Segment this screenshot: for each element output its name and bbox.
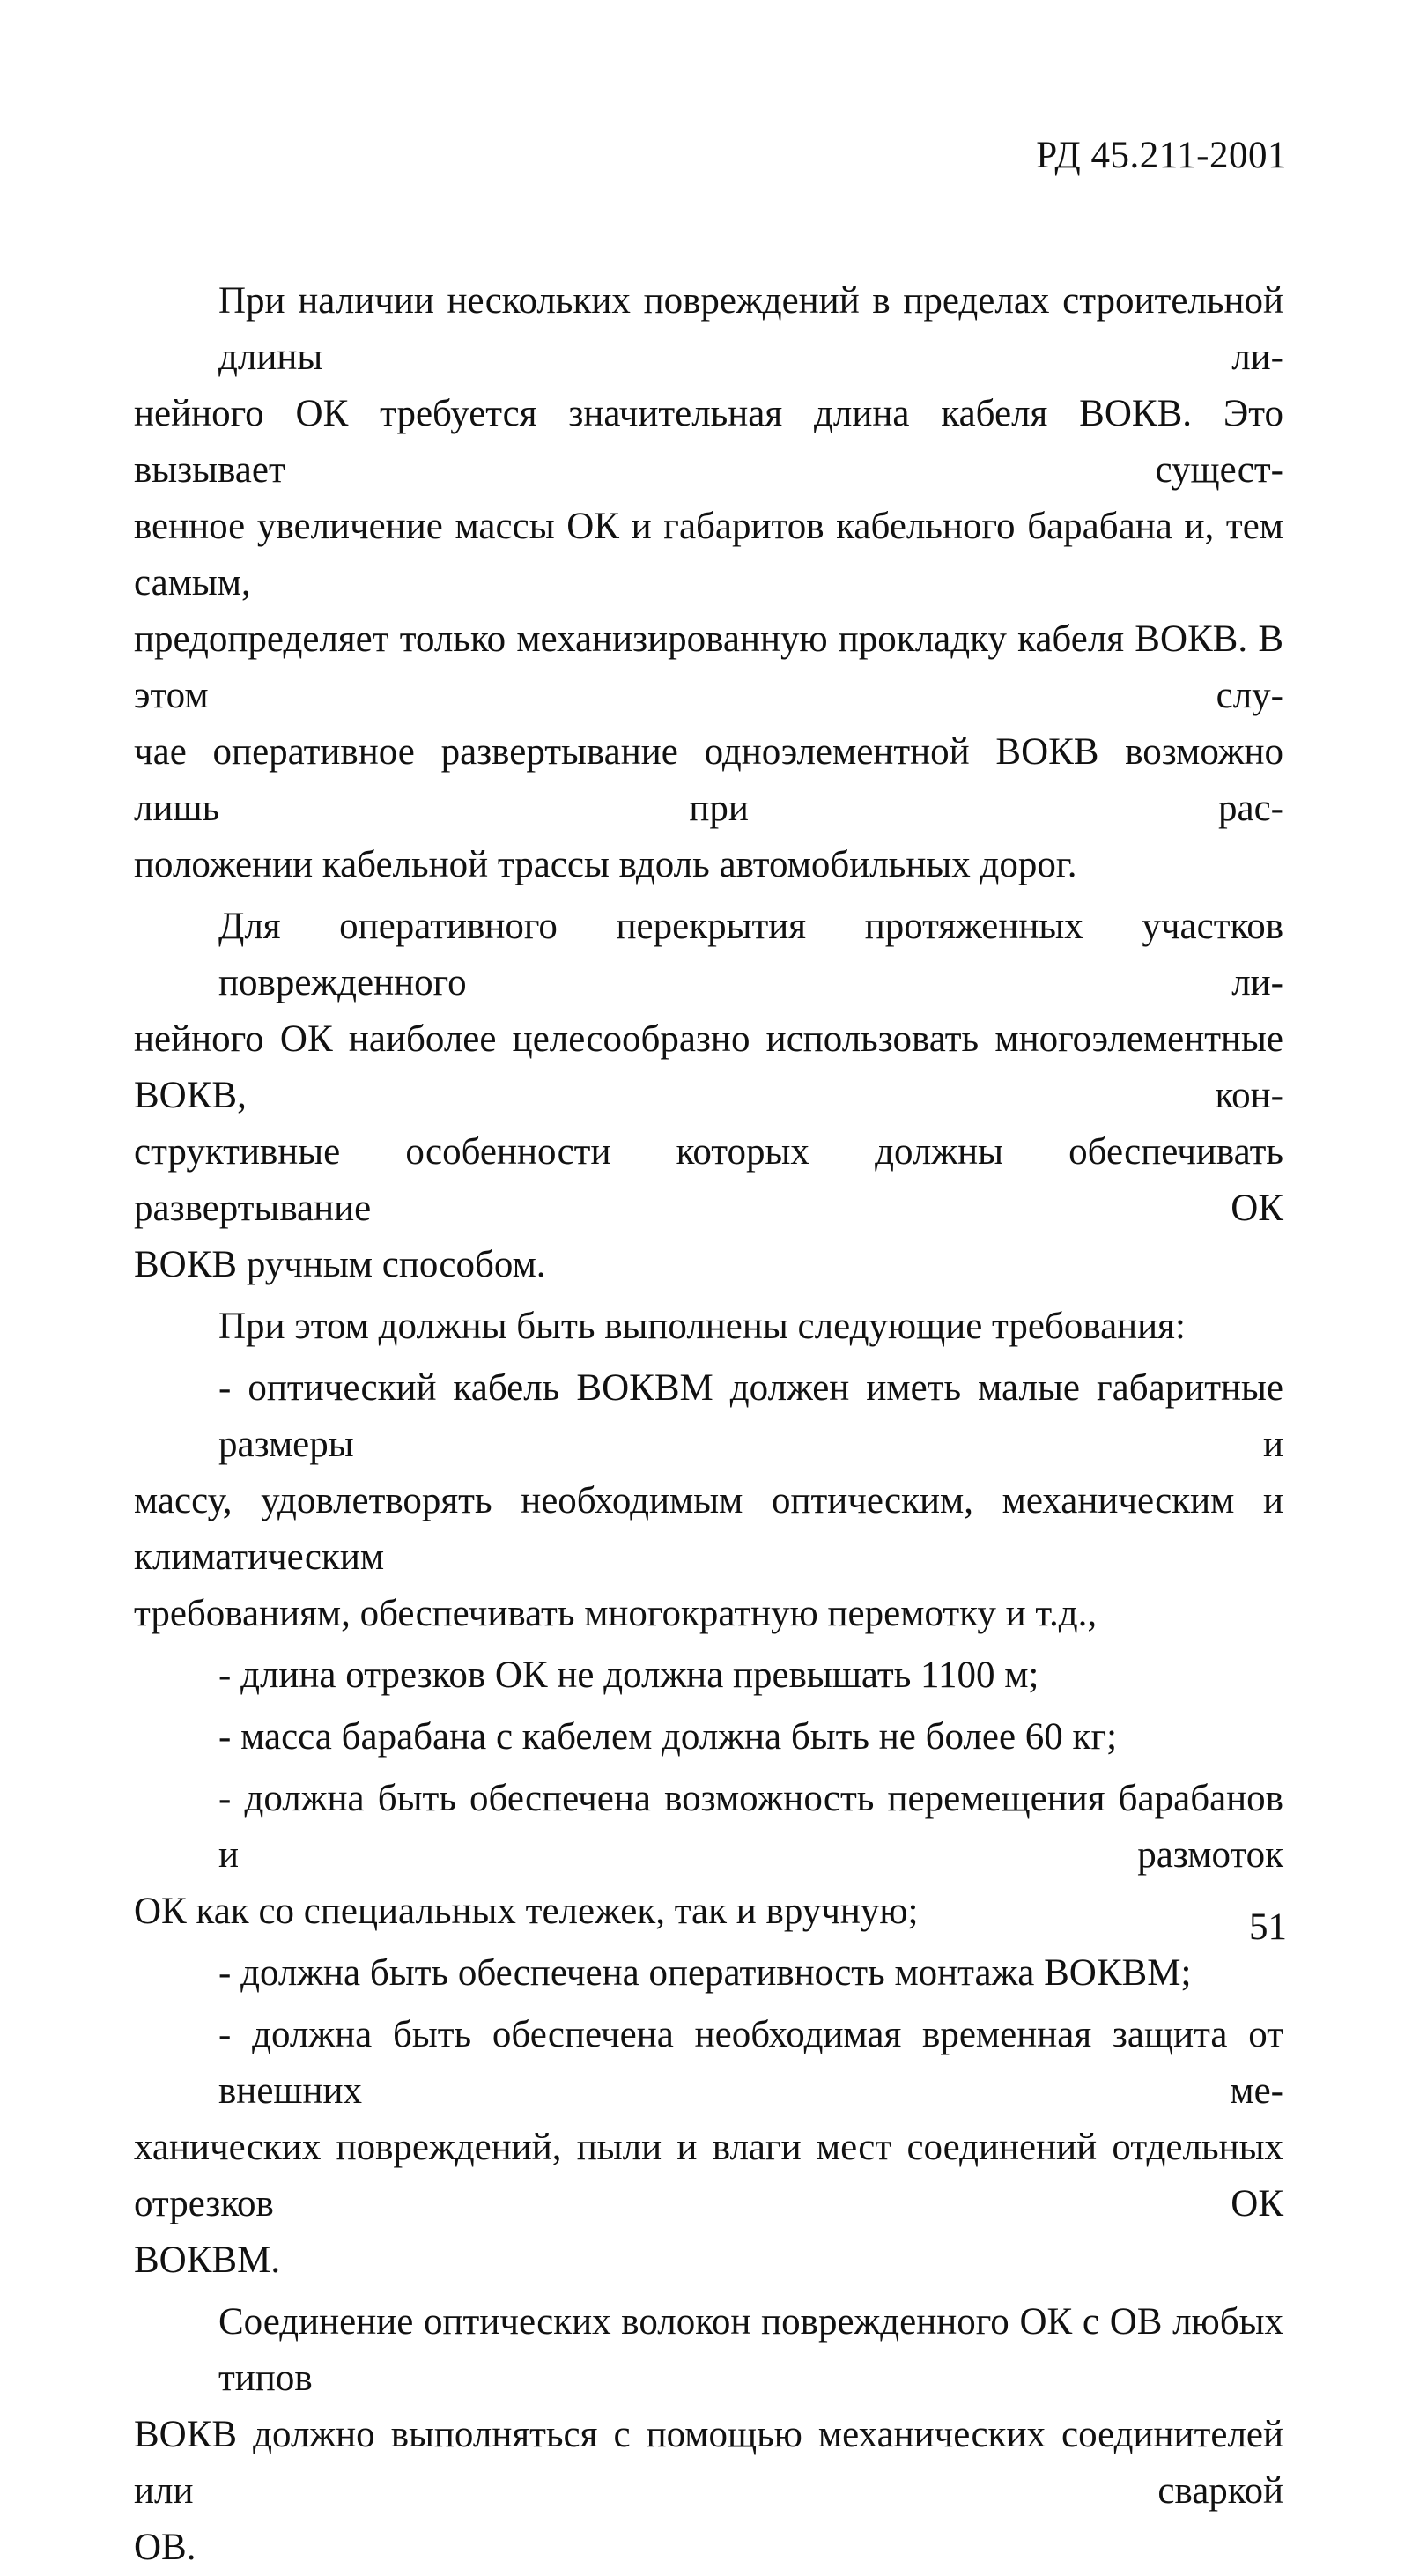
list-item [134,2007,1283,2289]
text-line: массу, удовлетворять необходимым оптическим, механическим и климатическим [134,1480,1283,1578]
paragraph [134,899,1283,1293]
text-line: - должна быть обеспечена необходимая временная защита от внешних ме- [218,2014,1283,2112]
list-item [134,1360,1283,1642]
text-line: - оптический кабель ВОКВМ должен иметь малые габаритные размеры и [218,1367,1283,1465]
text-line: ВОКВ ручным способом. [134,1244,546,1285]
text-line: - должна быть обеспечена возможность перемещения барабанов и размоток [218,1778,1283,1876]
paragraph [134,273,1283,893]
text-line: положении кабельной трассы вдоль автомобильных дорог. [134,844,1077,885]
text-line: ВОКВМ. [134,2239,281,2281]
list-item [134,1771,1283,1940]
text-line: При наличии нескольких повреждений в пределах строительной длины ли- [218,280,1283,378]
list-item [134,1945,1283,2002]
text-line: чае оперативное развертывание одноэлементной ВОКВ возможно лишь при рас- [134,731,1283,829]
text-line: ОК как со специальных тележек, так и вручную; [134,1891,919,1932]
text-line: - должна быть обеспечена оперативность монтажа ВОКВМ; [218,1952,1192,1994]
list-item [134,1709,1283,1765]
paragraph [134,1299,1283,1355]
text-line: ханических повреждений, пыли и влаги мест соединений отдельных отрезков ОК [134,2127,1283,2224]
text-line: ОВ. [134,2527,196,2568]
text-line: ВОКВ должно выполняться с помощью механических соединителей или сваркой [134,2414,1283,2512]
text-line: Для оперативного перекрытия протяженных участков поврежденного ли- [218,906,1283,1003]
text-line: предопределяет только механизированную прокладку кабеля ВОКВ. В этом слу- [134,618,1283,716]
text-line: При этом должны быть выполнены следующие требования: [218,1306,1186,1347]
document-code-header: РД 45.211-2001 [1036,135,1287,176]
text-line: нейного ОК наиболее целесообразно использовать многоэлементные ВОКВ, кон- [134,1018,1283,1116]
document-body [134,273,1283,2576]
text-line: требованиям, обеспечивать многократную перемотку и т.д., [134,1593,1098,1634]
text-line: нейного ОК требуется значительная длина кабеля ВОКВ. Это вызывает сущест- [134,393,1283,491]
text-line: Соединение оптических волокон поврежденного ОК с ОВ любых типов [218,2301,1283,2399]
list-item [134,1647,1283,1704]
text-line: структивные особенности которых должны обеспечивать развертывание ОК [134,1131,1283,1229]
page-number: 51 [1249,1906,1287,1948]
paragraph [134,2294,1283,2576]
text-line: венное увеличение массы ОК и габаритов кабельного барабана и, тем самым, [134,506,1283,603]
text-line: - длина отрезков ОК не должна превышать 1100 м; [218,1654,1039,1696]
text-line: - масса барабана с кабелем должна быть не более 60 кг; [218,1716,1118,1758]
